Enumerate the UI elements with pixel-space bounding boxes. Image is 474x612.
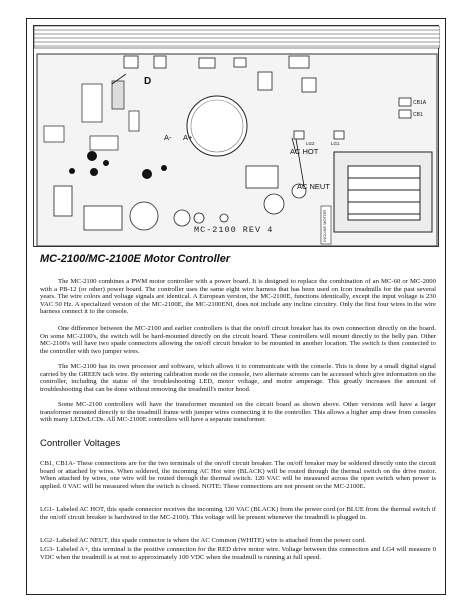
voltage-desc: - These connections are for the two terminals of the on/off circuit breaker. The on/off breaker may be soldered directly onto the circuit board or attached by wires. When soldered, the incoming AC Hot wire (BLACK) will be routed through the thermal switch on the drive motor. When attached by wires, one wire will be routed through the thermal switch. 120 VAC will be measured across the open switch when power is applied. 0 VAC will be measured when the switch is closed. NOTE: These connections are not present on the MC-2100E. <box>40 460 437 490</box>
paragraph-breaker-text: One difference between the MC-2100 and earlier controllers is that the on/off circuit breaker has its own connection directly on the board. On some MC-2100's, the switch will be hard-mounted directly on the circuit board. These controllers will mount directly to the belly pan. Other MC-2100's will have two spade connectors allowing the on/off circuit breaker to be mounted in another location. The switch is then connected to the controller with two jumper wires. <box>40 325 436 355</box>
transformer <box>334 152 432 232</box>
heatsink <box>34 26 440 48</box>
board-drawing <box>34 26 440 248</box>
voltage-desc: - Labeled AC HOT, this spade connector receives the incoming 120 VAC (BLACK) from the power cord (or BLUE from the thermal switch if the on/off circuit breaker is hardwired to the MC-2100). This voltage will be present whenever the treadmill is plugged in. <box>40 506 436 521</box>
paragraph-processor <box>40 363 436 393</box>
paragraph-transformer-text: Some MC-2100 controllers will have the transformer mounted on the circuit board as shown above. Other versions will have a larger transformer mounted directly to the treadmill frame with jumper wires connecting it to the controller. This allows a higher amp draw from consoles with many LEDs/LCDs. All MC-2100E controllers will have a separate transformer. <box>40 401 436 424</box>
label-ac-hot: AC HOT <box>290 147 319 156</box>
voltage-desc: - Labeled AC NEUT, this spade connector is where the AC Common (WHITE) wire is attached from the power cord. <box>52 537 366 544</box>
capacitor <box>187 96 247 156</box>
voltage-item-lg3 <box>40 546 436 561</box>
paragraph-intro <box>40 278 436 316</box>
label-lg1: LG1 <box>331 141 340 146</box>
capacitor <box>130 202 158 230</box>
label-a-minus: A- <box>164 133 172 142</box>
label-cb1: CB1 <box>413 112 423 118</box>
label-cb1a: CB1A <box>413 100 427 106</box>
paragraph-intro-text: The MC-2100 combines a PWM motor controller with a power board. It is designed to replace the combination of an MC-60 or MC-2000 with a PB-12 (or other) power board. The controller uses the same eight wire harness that has been used on Icon treadmills for the past several years. The wire colors and voltage signals are identical. A European version, the MC-2100E, functions identically, except the input voltage is 230 VAC 50 Hz. A specialized version of the MC-2100E, the MC-2100ENI, does not include any incline circuitry. Only the first four wires in the wire harness connect it to the console. <box>40 278 436 316</box>
voltage-term: LG2 <box>40 537 53 544</box>
voltage-item-lg1 <box>40 506 436 521</box>
paragraph-transformer <box>40 401 436 424</box>
paragraph-processor-text: The MC-2100 has its own processor and software, which allows it to communicate with the console. This is done by a small digital signal carried by the GREEN tach wire. By entering calibration mode on the console, two alternate screens can be accessed which give information on the controller, including the status of the troubleshooting LED, motor voltage, and motor amperage. This greatly increases the amount of troubleshooting that can be done without removing the treadmill's motor hood. <box>40 363 436 393</box>
paragraph-breaker <box>40 325 436 355</box>
label-a-plus: A+ <box>183 133 193 142</box>
label-side-text: INCLINE MOTOR <box>322 210 327 242</box>
label-board-rev: MC-2100 REV 4 <box>194 225 274 235</box>
label-lg2: LG2 <box>306 141 315 146</box>
voltage-term: CB1, CB1A <box>40 460 73 467</box>
label-d: D <box>144 76 152 87</box>
voltage-term: LG1 <box>40 506 53 513</box>
voltage-item-lg2 <box>40 537 436 545</box>
page-title: MC-2100/MC-2100E Motor Controller <box>40 253 231 265</box>
voltage-item-cb1 <box>40 460 436 490</box>
section-heading: Controller Voltages <box>40 438 121 449</box>
controller-board-diagram <box>33 25 439 247</box>
voltage-desc: - Labeled A+, this terminal is the positive connection for the RED drive motor wire. Voltage between this connection and LG4 will measure 0 VDC when the treadmill is at rest to approximately 100 VDC when the treadmill is running at full speed. <box>40 546 436 561</box>
label-ac-neut: AC NEUT <box>297 182 330 191</box>
voltage-term: LG3 <box>40 546 53 553</box>
